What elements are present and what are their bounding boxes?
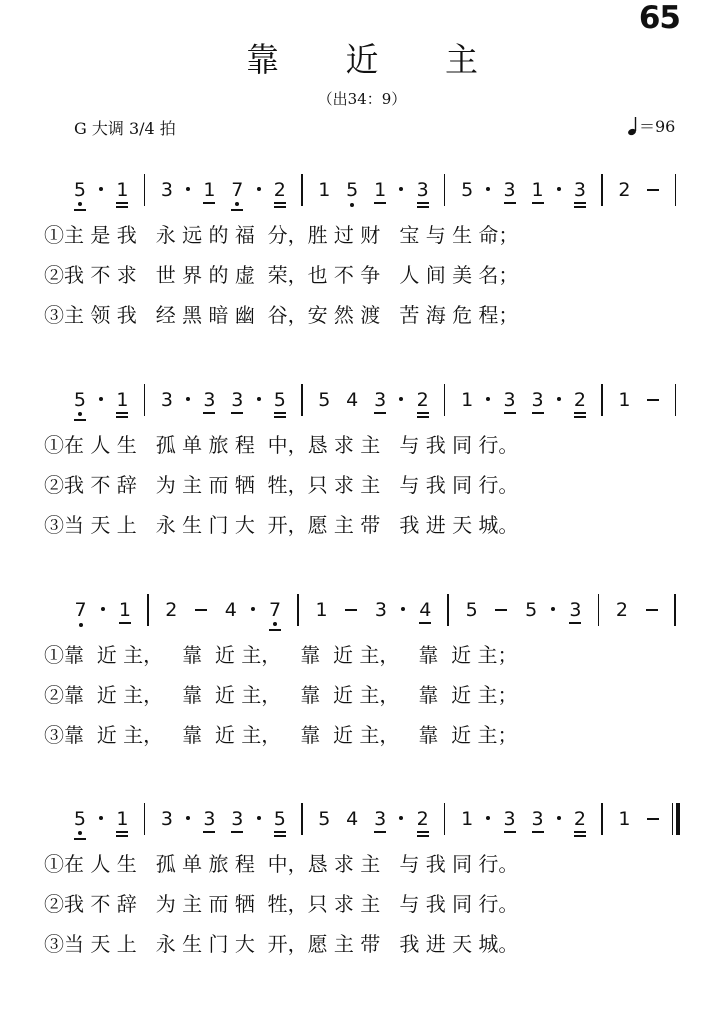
- bar-line: [144, 384, 146, 416]
- augmentation-dot: [486, 397, 490, 401]
- underline-sixteenth: [116, 206, 128, 208]
- note-digit: 1: [116, 389, 129, 411]
- note-digit: 2: [615, 599, 628, 621]
- bar-line: [297, 594, 299, 626]
- augmentation-dot: [557, 397, 561, 401]
- underline-eighth: [504, 831, 516, 833]
- note-digit: 1: [116, 179, 129, 201]
- note-digit: 1: [618, 808, 631, 830]
- note: [266, 598, 284, 622]
- note-digit: 3: [374, 599, 387, 621]
- extension-dash: [646, 609, 658, 611]
- final-bar-line: [672, 803, 674, 835]
- note: [343, 807, 361, 831]
- note-digit: 2: [273, 179, 286, 201]
- underline-sixteenth: [274, 206, 286, 208]
- note-digit: 5: [461, 179, 474, 201]
- final-bar-line-thick: [676, 803, 680, 835]
- lyric-verse-3: [0, 512, 724, 542]
- note: [416, 598, 434, 622]
- note: [529, 388, 547, 412]
- lyric-text: ①在 人 生 孤 单 旅 程 中，恳 求 主 与 我 同 行。: [44, 433, 519, 457]
- note-digit: 4: [224, 599, 237, 621]
- note: [458, 388, 476, 412]
- bar-line: [444, 384, 446, 416]
- page-number: 65: [638, 0, 680, 36]
- note-digit: 3: [573, 179, 586, 201]
- note: [315, 388, 333, 412]
- quarter-note-icon: [628, 116, 637, 136]
- note: [615, 388, 633, 412]
- key-signature: G 大调 3/4 拍: [74, 119, 176, 138]
- tempo-marking: [628, 114, 675, 137]
- note: [571, 388, 589, 412]
- note: [615, 807, 633, 831]
- note: [313, 598, 331, 622]
- note-digit: 3: [160, 808, 173, 830]
- underline-eighth: [203, 412, 215, 414]
- note: [162, 598, 180, 622]
- underline-eighth: [417, 412, 429, 414]
- note: [529, 178, 547, 202]
- note-digit: 3: [231, 808, 244, 830]
- note-digit: 7: [231, 179, 244, 201]
- lyric-verse-2: [0, 682, 724, 712]
- bar-line: [301, 803, 303, 835]
- bar-line: [147, 594, 149, 626]
- note-digit: 3: [160, 179, 173, 201]
- bar-line: [447, 594, 449, 626]
- bar-line: [598, 594, 600, 626]
- lyric-verse-1: [0, 432, 724, 462]
- low-octave-dot: [78, 202, 82, 206]
- note-digit: 5: [273, 808, 286, 830]
- underline-eighth: [116, 412, 128, 414]
- bar-line: [601, 384, 603, 416]
- underline-eighth: [574, 412, 586, 414]
- note-digit: 5: [73, 179, 87, 201]
- augmentation-dot: [186, 816, 190, 820]
- scripture-reference: （出34：9）: [317, 90, 407, 108]
- underline-sixteenth: [274, 416, 286, 418]
- underline-eighth: [203, 831, 215, 833]
- note: [501, 807, 519, 831]
- note-digit: 7: [269, 599, 282, 621]
- note-digit: 3: [416, 179, 429, 201]
- note-digit: 3: [203, 808, 216, 830]
- note: [271, 178, 289, 202]
- lyric-verse-1: [0, 222, 724, 252]
- augmentation-dot: [99, 397, 103, 401]
- underline-eighth: [116, 202, 128, 204]
- underline-eighth: [116, 831, 128, 833]
- note: [613, 598, 631, 622]
- note-digit: 1: [374, 179, 387, 201]
- note-digit: 1: [618, 389, 631, 411]
- note-digit: 5: [318, 389, 331, 411]
- lyric-text: ②我 不 求 世 界 的 虚 荣，也 不 争 人 间 美 名；: [44, 263, 519, 287]
- lyric-text: ①主 是 我 永 远 的 福 分，胜 过 财 宝 与 生 命；: [44, 223, 519, 247]
- underline-sixteenth: [116, 416, 128, 418]
- augmentation-dot: [257, 187, 261, 191]
- lyric-verse-3: [0, 722, 724, 752]
- underline-eighth: [74, 419, 86, 421]
- note: [271, 807, 289, 831]
- note: [116, 598, 134, 622]
- lyric-text: ②我 不 辞 为 主 而 牺 牲，只 求 主 与 我 同 行。: [44, 473, 519, 497]
- note: [113, 388, 131, 412]
- lyric-verse-3: [0, 931, 724, 961]
- underline-eighth: [374, 412, 386, 414]
- note-digit: 5: [525, 599, 538, 621]
- bar-line: [675, 384, 677, 416]
- note: [463, 598, 481, 622]
- song-title: 靠 近 主: [246, 40, 506, 79]
- note-digit: 3: [569, 599, 582, 621]
- note-digit: 1: [315, 599, 328, 621]
- note-digit: 4: [346, 808, 359, 830]
- note: [222, 598, 240, 622]
- underline-eighth: [532, 412, 544, 414]
- augmentation-dot: [186, 187, 190, 191]
- augmentation-dot: [486, 816, 490, 820]
- note-digit: 4: [419, 599, 432, 621]
- note-digit: 5: [273, 389, 286, 411]
- bar-line: [144, 174, 146, 206]
- note: [158, 178, 176, 202]
- bar-line: [674, 594, 676, 626]
- underline-eighth: [417, 202, 429, 204]
- low-octave-dot: [273, 622, 277, 626]
- note: [615, 178, 633, 202]
- note: [414, 807, 432, 831]
- underline-eighth: [504, 412, 516, 414]
- underline-eighth: [417, 831, 429, 833]
- note: [414, 178, 432, 202]
- note: [271, 388, 289, 412]
- augmentation-dot: [486, 187, 490, 191]
- note-digit: 3: [503, 808, 516, 830]
- augmentation-dot: [186, 397, 190, 401]
- note: [571, 807, 589, 831]
- augmentation-dot: [99, 816, 103, 820]
- underline-eighth: [374, 831, 386, 833]
- bar-line: [675, 174, 677, 206]
- note: [228, 178, 246, 202]
- underline-eighth: [74, 838, 86, 840]
- underline-eighth: [231, 412, 243, 414]
- note-digit: 2: [573, 808, 586, 830]
- extension-dash: [495, 609, 507, 611]
- note: [372, 598, 390, 622]
- note: [200, 178, 218, 202]
- underline-eighth: [119, 622, 131, 624]
- bar-line: [301, 174, 303, 206]
- underline-eighth: [504, 202, 516, 204]
- note: [501, 388, 519, 412]
- note-digit: 3: [531, 389, 544, 411]
- underline-eighth: [274, 831, 286, 833]
- underline-eighth: [532, 202, 544, 204]
- note-digit: 5: [73, 389, 87, 411]
- note-digit: 1: [461, 389, 474, 411]
- note: [458, 807, 476, 831]
- note-digit: 2: [618, 179, 631, 201]
- bar-line: [601, 803, 603, 835]
- lyric-text: ②靠 近 主， 靠 近 主， 靠 近 主， 靠 近 主；: [44, 683, 518, 707]
- lyric-verse-1: [0, 851, 724, 881]
- underline-eighth: [574, 831, 586, 833]
- underline-eighth: [231, 831, 243, 833]
- note: [371, 807, 389, 831]
- note: [72, 598, 90, 622]
- note-digit: 2: [573, 389, 586, 411]
- augmentation-dot: [101, 607, 105, 611]
- note-digit: 3: [203, 389, 216, 411]
- note: [566, 598, 584, 622]
- lyric-text: ③主 领 我 经 黑 暗 幽 谷，安 然 渡 苦 海 危 程；: [44, 303, 519, 327]
- note-digit: 3: [374, 389, 387, 411]
- augmentation-dot: [399, 816, 403, 820]
- augmentation-dot: [399, 397, 403, 401]
- note: [71, 178, 89, 202]
- lyric-verse-2: [0, 262, 724, 292]
- augmentation-dot: [401, 607, 405, 611]
- note-digit: 3: [374, 808, 387, 830]
- note: [315, 807, 333, 831]
- underline-sixteenth: [574, 206, 586, 208]
- lyric-text: ③当 天 上 永 生 门 大 开，愿 主 带 我 进 天 城。: [44, 932, 519, 956]
- note-digit: 2: [165, 599, 178, 621]
- underline-eighth: [74, 209, 86, 211]
- note: [200, 807, 218, 831]
- underline-sixteenth: [417, 206, 429, 208]
- note-digit: 2: [416, 808, 429, 830]
- note: [71, 388, 89, 412]
- note: [571, 178, 589, 202]
- note-digit: 5: [346, 179, 359, 201]
- underline-eighth: [374, 202, 386, 204]
- lyric-text: ①靠 近 主， 靠 近 主， 靠 近 主， 靠 近 主；: [44, 643, 518, 667]
- low-octave-dot: [235, 202, 239, 206]
- augmentation-dot: [251, 607, 255, 611]
- bar-line: [444, 803, 446, 835]
- underline-eighth: [274, 202, 286, 204]
- bar-line: [144, 803, 146, 835]
- augmentation-dot: [399, 187, 403, 191]
- underline-sixteenth: [417, 835, 429, 837]
- augmentation-dot: [99, 187, 103, 191]
- bar-line: [601, 174, 603, 206]
- note: [458, 178, 476, 202]
- underline-eighth: [419, 622, 431, 624]
- extension-dash: [647, 818, 659, 820]
- extension-dash: [195, 609, 207, 611]
- augmentation-dot: [257, 816, 261, 820]
- underline-eighth: [569, 622, 581, 624]
- underline-eighth: [574, 202, 586, 204]
- note-digit: 5: [73, 808, 87, 830]
- tempo-value: ＝96: [639, 117, 676, 136]
- note-digit: 1: [318, 179, 331, 201]
- note-digit: 1: [116, 808, 129, 830]
- note: [113, 178, 131, 202]
- note-digit: 1: [203, 179, 216, 201]
- note-digit: 5: [465, 599, 478, 621]
- underline-eighth: [269, 629, 281, 631]
- bar-line: [444, 174, 446, 206]
- augmentation-dot: [557, 187, 561, 191]
- note: [371, 388, 389, 412]
- augmentation-dot: [257, 397, 261, 401]
- note-digit: 2: [416, 389, 429, 411]
- note-digit: 3: [503, 179, 516, 201]
- note: [228, 388, 246, 412]
- underline-sixteenth: [417, 416, 429, 418]
- lyric-text: ②我 不 辞 为 主 而 牺 牲，只 求 主 与 我 同 行。: [44, 892, 519, 916]
- low-octave-dot: [78, 412, 82, 416]
- underline-sixteenth: [116, 835, 128, 837]
- note: [158, 388, 176, 412]
- lyric-verse-2: [0, 891, 724, 921]
- note-digit: 3: [503, 389, 516, 411]
- note: [228, 807, 246, 831]
- note: [522, 598, 540, 622]
- lyric-text: ③靠 近 主， 靠 近 主， 靠 近 主， 靠 近 主；: [44, 723, 518, 747]
- note: [414, 388, 432, 412]
- underline-eighth: [532, 831, 544, 833]
- low-octave-dot: [78, 831, 82, 835]
- note-digit: 4: [346, 389, 359, 411]
- augmentation-dot: [551, 607, 555, 611]
- bar-line: [301, 384, 303, 416]
- note: [371, 178, 389, 202]
- extension-dash: [345, 609, 357, 611]
- extension-dash: [647, 399, 659, 401]
- note-digit: 1: [531, 179, 544, 201]
- lyric-text: ③当 天 上 永 生 门 大 开，愿 主 带 我 进 天 城。: [44, 513, 519, 537]
- low-octave-dot: [79, 623, 83, 627]
- note: [315, 178, 333, 202]
- lyric-text: ①在 人 生 孤 单 旅 程 中，恳 求 主 与 我 同 行。: [44, 852, 519, 876]
- note-digit: 1: [461, 808, 474, 830]
- note: [158, 807, 176, 831]
- note-digit: 3: [160, 389, 173, 411]
- extension-dash: [647, 189, 659, 191]
- underline-eighth: [231, 209, 243, 211]
- note-digit: 3: [531, 808, 544, 830]
- note: [71, 807, 89, 831]
- note: [501, 178, 519, 202]
- lyric-verse-3: [0, 302, 724, 332]
- low-octave-dot: [350, 203, 354, 207]
- underline-eighth: [203, 202, 215, 204]
- note: [200, 388, 218, 412]
- underline-eighth: [274, 412, 286, 414]
- underline-sixteenth: [574, 416, 586, 418]
- note: [529, 807, 547, 831]
- underline-sixteenth: [574, 835, 586, 837]
- lyric-verse-2: [0, 472, 724, 502]
- note: [113, 807, 131, 831]
- note-digit: 1: [118, 599, 131, 621]
- note: [343, 388, 361, 412]
- note: [343, 178, 361, 202]
- note-digit: 7: [74, 599, 87, 621]
- lyric-verse-1: [0, 642, 724, 672]
- note-digit: 3: [231, 389, 244, 411]
- augmentation-dot: [557, 816, 561, 820]
- note-digit: 5: [318, 808, 331, 830]
- underline-sixteenth: [274, 835, 286, 837]
